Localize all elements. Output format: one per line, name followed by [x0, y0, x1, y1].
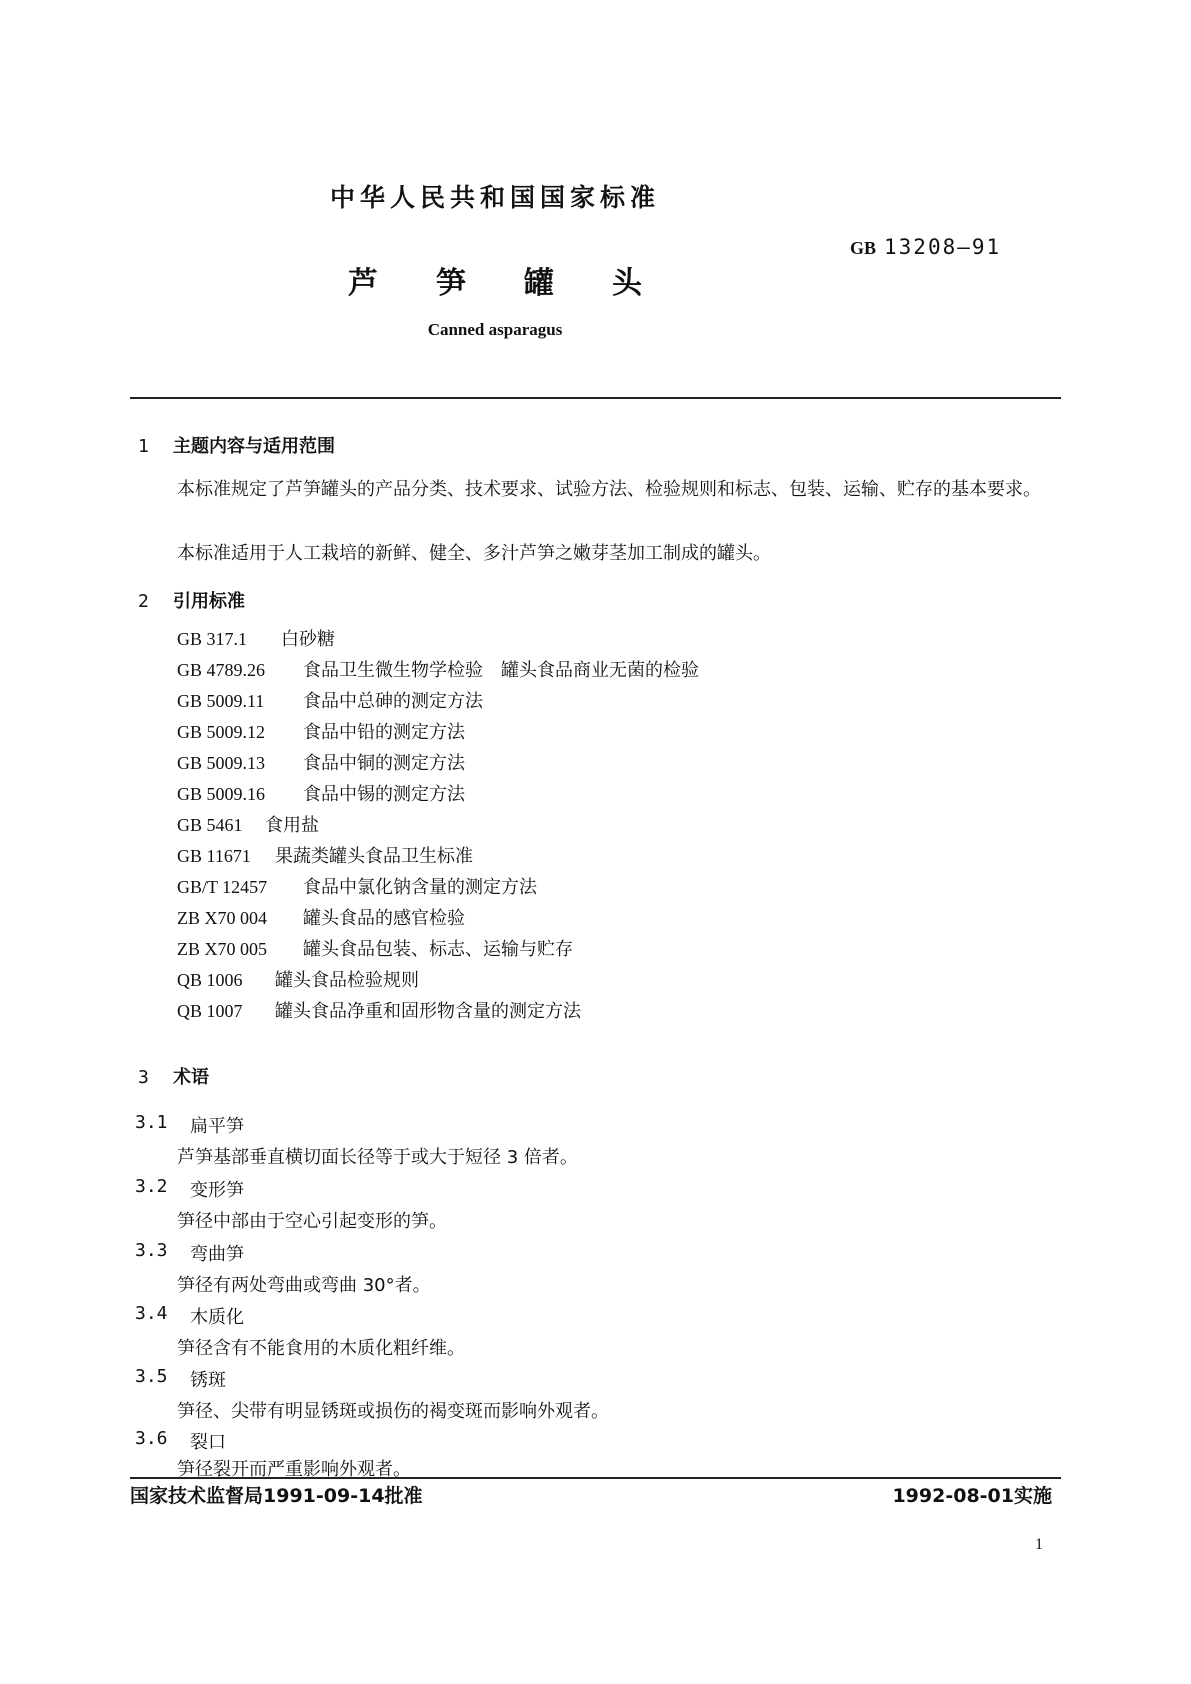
term-name: 裂口 — [190, 1432, 226, 1453]
term-name: 变形笋 — [190, 1180, 244, 1201]
page-number: 1 — [1035, 1536, 1043, 1553]
reference-item — [177, 810, 699, 841]
section-1-number: 1 — [138, 436, 149, 457]
term-number: 3.1 — [135, 1112, 168, 1133]
reference-code: GB 317.1 — [177, 629, 248, 649]
reference-code: GB 5461 — [177, 815, 243, 835]
section-1-heading — [138, 432, 335, 458]
reference-item — [177, 965, 699, 996]
term-number: 3.2 — [135, 1176, 168, 1197]
reference-item — [177, 779, 699, 810]
reference-list — [177, 624, 699, 1027]
standard-number — [850, 235, 1001, 259]
reference-code: QB 1006 — [177, 970, 243, 990]
term-name: 木质化 — [190, 1307, 244, 1328]
reference-code: GB 5009.16 — [177, 784, 266, 804]
reference-code: GB 4789.26 — [177, 660, 266, 680]
reference-item — [177, 996, 699, 1027]
reference-item — [177, 686, 699, 717]
document-subtitle-english: Canned asparagus — [427, 320, 563, 339]
reference-title: 食品中铅的测定方法 — [303, 722, 465, 743]
term-number: 3.4 — [135, 1303, 168, 1324]
reference-title: 果蔬类罐头食品卫生标准 — [275, 846, 473, 867]
reference-title: 罐头食品包装、标志、运输与贮存 — [303, 939, 573, 960]
section-3-heading — [138, 1063, 209, 1089]
section-2-number: 2 — [138, 591, 149, 612]
reference-title: 食品中总砷的测定方法 — [303, 691, 483, 712]
reference-title: 罐头食品的感官检验 — [303, 908, 465, 929]
term-name: 扁平笋 — [190, 1116, 244, 1137]
term-definition: 笋径、尖带有明显锈斑或损伤的褐变斑而影响外观者。 — [177, 1401, 609, 1422]
standard-code: 13208—91 — [884, 235, 1002, 259]
national-standard-title: 中华人民共和国国家标准 — [329, 183, 660, 212]
reference-code: ZB X70 005 — [177, 939, 267, 959]
section-3-title: 术语 — [173, 1067, 209, 1088]
header-divider — [130, 397, 1061, 399]
document-title: 芦笋罐头 — [348, 266, 700, 301]
reference-code: GB 11671 — [177, 846, 251, 866]
term-name: 锈斑 — [190, 1370, 226, 1391]
implementation-date: 1992-08-01实施 — [892, 1485, 1052, 1507]
section-2-heading — [138, 587, 245, 613]
reference-code: GB/T 12457 — [177, 877, 268, 897]
reference-title: 白砂糖 — [281, 629, 335, 650]
footer-divider — [130, 1477, 1061, 1479]
term-definition: 笋径中部由于空心引起变形的笋。 — [177, 1211, 447, 1232]
section-2-title: 引用标准 — [173, 591, 245, 612]
section-1-paragraph-2: 本标准适用于人工栽培的新鲜、健全、多汁芦笋之嫩芽茎加工制成的罐头。 — [177, 543, 771, 564]
term-name: 弯曲笋 — [190, 1244, 244, 1265]
standard-prefix: GB — [850, 238, 877, 258]
reference-title: 食品中锡的测定方法 — [303, 784, 465, 805]
reference-title: 食品中氯化钠含量的测定方法 — [303, 877, 537, 898]
reference-title: 罐头食品净重和固形物含量的测定方法 — [275, 1001, 581, 1022]
term-definition: 笋径裂开而严重影响外观者。 — [177, 1459, 411, 1480]
reference-item — [177, 655, 699, 686]
section-3-number: 3 — [138, 1067, 149, 1088]
reference-item — [177, 934, 699, 965]
term-number: 3.6 — [135, 1428, 168, 1449]
reference-item — [177, 748, 699, 779]
term-definition: 笋径有两处弯曲或弯曲 30°者。 — [177, 1275, 431, 1296]
reference-title: 食品中铜的测定方法 — [303, 753, 465, 774]
section-1-title: 主题内容与适用范围 — [173, 436, 335, 457]
reference-item — [177, 872, 699, 903]
reference-item — [177, 841, 699, 872]
reference-item — [177, 717, 699, 748]
reference-code: GB 5009.11 — [177, 691, 265, 711]
reference-code: GB 5009.13 — [177, 753, 266, 773]
section-1-paragraph-1: 本标准规定了芦笋罐头的产品分类、技术要求、试验方法、检验规则和标志、包装、运输、贮存的基本要求。 — [177, 479, 1041, 500]
term-definition: 笋径含有不能食用的木质化粗纤维。 — [177, 1338, 465, 1359]
term-definition: 芦笋基部垂直横切面长径等于或大于短径 3 倍者。 — [177, 1147, 578, 1168]
term-number: 3.3 — [135, 1240, 168, 1261]
reference-item — [177, 903, 699, 934]
reference-title: 食用盐 — [265, 815, 319, 836]
reference-code: GB 5009.12 — [177, 722, 266, 742]
approval-statement: 国家技术监督局1991-09-14批准 — [130, 1485, 423, 1507]
reference-code: ZB X70 004 — [177, 908, 267, 928]
term-number: 3.5 — [135, 1366, 168, 1387]
reference-code: QB 1007 — [177, 1001, 243, 1021]
reference-title: 食品卫生微生物学检验 罐头食品商业无菌的检验 — [303, 660, 699, 681]
reference-item — [177, 624, 699, 655]
reference-title: 罐头食品检验规则 — [275, 970, 419, 991]
